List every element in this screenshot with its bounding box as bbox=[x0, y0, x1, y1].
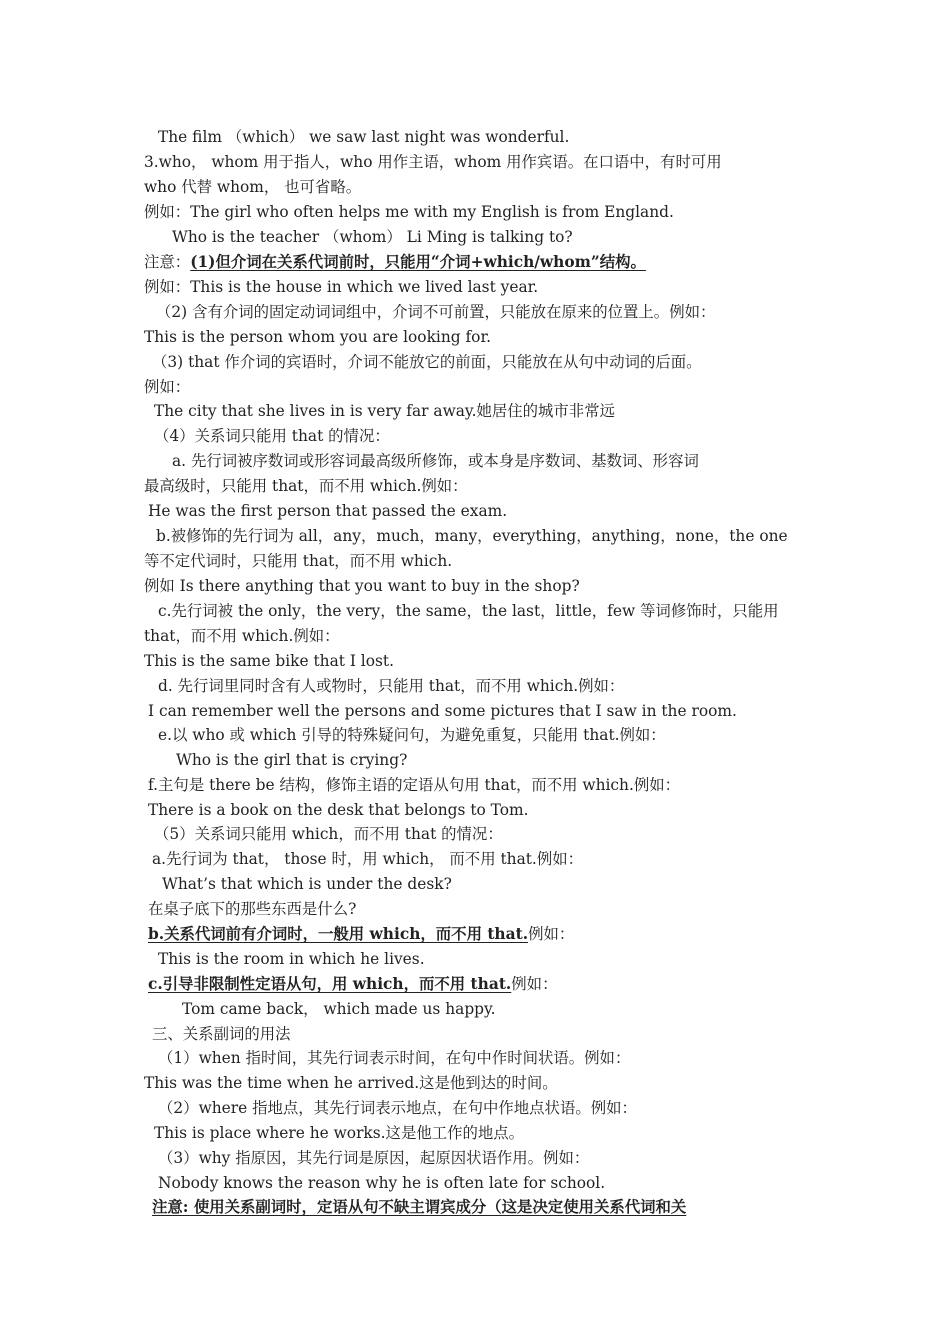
rule-tail: 例如： bbox=[528, 925, 575, 943]
text-line: I can remember well the persons and some pictures that I saw in the room. bbox=[148, 702, 737, 720]
text-line: He was the first person that passed the exam. bbox=[148, 502, 508, 520]
text-line: that，而不用 which.例如： bbox=[144, 627, 340, 645]
text-line: This is the person whom you are looking for. bbox=[144, 328, 492, 346]
text-line: 在桌子底下的那些东西是什么? bbox=[148, 900, 357, 918]
text-line: f.主句是 there be 结构，修饰主语的定语从句用 that，而不用 which.例如： bbox=[148, 776, 681, 794]
text-line: This is the room in which he lives. bbox=[158, 950, 425, 968]
text-line: Who is the girl that is crying? bbox=[176, 751, 408, 769]
text-line: a. 先行词被序数词或形容词最高级所修饰，或本身是序数词、基数词、形容词 bbox=[172, 452, 699, 470]
note-text-underlined: (1)但介词在关系代词前时，只能用“介词+which/whom”结构。 bbox=[190, 253, 646, 271]
text-line: 最高级时，只能用 that，而不用 which.例如： bbox=[144, 477, 468, 495]
text-line: This was the time when he arrived.这是他到达的时间。 bbox=[144, 1074, 558, 1092]
text-line: The city that she lives in is very far away.她居住的城市非常远 bbox=[154, 402, 615, 420]
text-line: who 代替 whom， 也可省略。 bbox=[144, 178, 362, 196]
note-label: 注意： bbox=[144, 253, 191, 271]
text-line: （3) that 作介词的宾语时，介词不能放它的前面，只能放在从句中动词的后面。 bbox=[152, 353, 702, 371]
text-line: （4）关系词只能用 that 的情况： bbox=[154, 427, 390, 445]
final-note-underlined: 注意: 使用关系副词时，定语从句不缺主谓宾成分（这是决定使用关系代词和关 bbox=[152, 1198, 687, 1216]
text-line: What’s that which is under the desk? bbox=[162, 875, 452, 893]
rule-text-underlined: b.关系代词前有介词时，一般用 which，而不用 that. bbox=[148, 925, 529, 943]
text-line: 例如：The girl who often helps me with my English is from England. bbox=[144, 203, 674, 221]
text-line: a.先行词为 that， those 时，用 which， 而不用 that.例如： bbox=[152, 850, 583, 868]
rule-tail: 例如： bbox=[511, 975, 558, 993]
text-line: （3）why 指原因，其先行词是原因，起原因状语作用。例如： bbox=[158, 1149, 590, 1167]
text-line: The film （which） we saw last night was wonderful. bbox=[158, 128, 570, 146]
text-line: c.先行词被 the only，the very，the same，the last，little，few 等词修饰时，只能用 bbox=[158, 602, 779, 620]
text-line: Nobody knows the reason why he is often late for school. bbox=[158, 1174, 606, 1192]
text-line: （2）where 指地点，其先行词表示地点，在句中作地点状语。例如： bbox=[158, 1099, 637, 1117]
section-heading: 三、关系副词的用法 bbox=[152, 1025, 291, 1043]
text-line: 等不定代词时，只能用 that，而不用 which. bbox=[144, 552, 453, 570]
rule-text-underlined: c.引导非限制性定语从句，用 which，而不用 that. bbox=[148, 975, 512, 993]
text-line: d. 先行词里同时含有人或物时，只能用 that，而不用 which.例如： bbox=[158, 677, 625, 695]
rule-line-b bbox=[148, 923, 574, 945]
text-line: 3.who， whom 用于指人，who 用作主语，whom 用作宾语。在口语中，有时可用 bbox=[144, 153, 722, 171]
text-line: b.被修饰的先行词为 all，any，much，many，everything，anything，none，the one bbox=[156, 527, 788, 545]
text-line: This is the same bike that I lost. bbox=[144, 652, 394, 670]
note-line bbox=[144, 251, 646, 273]
rule-line-c bbox=[148, 973, 557, 995]
text-line: （2) 含有介词的固定动词词组中，介词不可前置，只能放在原来的位置上。例如： bbox=[156, 303, 716, 321]
text-line: There is a book on the desk that belongs to Tom. bbox=[148, 801, 529, 819]
text-line: （1）when 指时间，其先行词表示时间，在句中作时间状语。例如： bbox=[158, 1049, 631, 1067]
text-line: （5）关系词只能用 which，而不用 that 的情况： bbox=[154, 825, 503, 843]
text-line: e.以 who 或 which 引导的特殊疑问句，为避免重复，只能用 that.例如： bbox=[158, 726, 666, 744]
text-line: Who is the teacher （whom） Li Ming is talking to? bbox=[172, 228, 573, 246]
text-line: 例如：This is the house in which we lived last year. bbox=[144, 278, 539, 296]
text-line: 例如 Is there anything that you want to buy in the shop? bbox=[144, 577, 580, 595]
text-line: Tom came back， which made us happy. bbox=[182, 1000, 496, 1018]
text-line: This is place where he works.这是他工作的地点。 bbox=[154, 1124, 525, 1142]
text-line: 例如： bbox=[144, 378, 191, 396]
